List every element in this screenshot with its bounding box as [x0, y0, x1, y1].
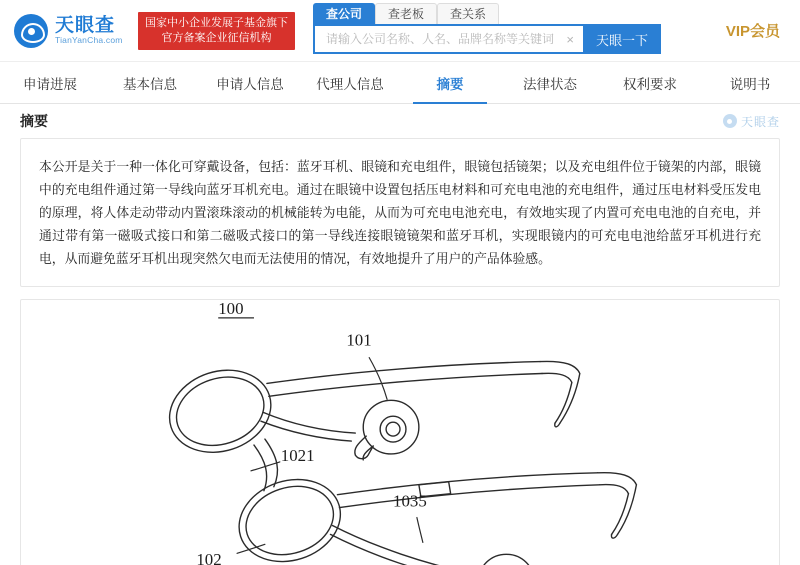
search-tab-company[interactable]: 查公司 [313, 3, 375, 24]
logo-text [55, 16, 123, 45]
patent-nav-tabs [0, 62, 800, 104]
watermark-eye-icon [723, 114, 737, 128]
search-row [313, 24, 661, 54]
site-logo[interactable] [14, 14, 132, 48]
logo-title-en: TianYanCha.com [55, 35, 123, 45]
search-input-wrapper [313, 24, 583, 54]
watermark [723, 113, 780, 130]
section-header [0, 104, 800, 138]
tab-agent-info[interactable]: 代理人信息 [316, 76, 384, 92]
fig-label-1021: 1021 [280, 445, 315, 465]
tab-legal-status[interactable]: 法律状态 [523, 76, 577, 92]
gov-badge-line-1: 国家中小企业发展子基金旗下 [145, 16, 288, 29]
fig-label-102: 102 [196, 550, 222, 565]
search-tab-relation[interactable]: 查关系 [437, 3, 499, 24]
tab-claims[interactable]: 权利要求 [623, 76, 677, 92]
watermark-text: 天眼查 [740, 114, 780, 129]
tab-description[interactable]: 说明书 [729, 76, 771, 92]
fig-label-101: 101 [346, 330, 372, 350]
tab-application-progress[interactable]: 申请进展 [23, 76, 77, 92]
gov-certification-badge [138, 12, 295, 50]
gov-badge-line-2: 官方备案企业征信机构 [161, 31, 272, 44]
tab-abstract[interactable]: 摘要 [400, 62, 500, 103]
search-input[interactable] [324, 31, 563, 47]
search-area [313, 0, 710, 61]
tab-applicant-info[interactable]: 申请人信息 [216, 76, 284, 92]
patent-drawing [21, 300, 779, 565]
abstract-text: 本公开是关于一种一体化可穿戴设备，包括：蓝牙耳机、眼镜和充电组件，眼镜包括镜架；以及充电组件位于镜架的内部，眼镜中的充电组件通过第一导线向蓝牙耳机充电。通过在眼镜中设置包括压电材料和可充电电池的充电组件，通过压电材料受压发电的原理，将人体走动带动内置滚珠滚动的机械能转为电能，从而为可充电电池充电，有效地实现了内置可充电电池的自充电，并通过带有第一磁吸式接口和第二磁吸式接口的第一导线连接眼镜镜架和蓝牙耳机，实现眼镜内的可充电电池给蓝牙耳机进行充电，从而避免蓝牙耳机出现突然欠电而无法使用的情况，有效地提升了用户的产品体验感。 [39, 159, 761, 266]
site-header [0, 0, 800, 62]
fig-label-100: 100 [218, 300, 244, 318]
page-title: 摘要 [20, 113, 48, 129]
abstract-card [20, 138, 780, 287]
clear-icon[interactable]: × [566, 31, 574, 47]
search-tab-boss[interactable]: 查老板 [375, 3, 437, 24]
patent-figure-card [20, 299, 780, 565]
tab-basic-info[interactable]: 基本信息 [123, 76, 177, 92]
search-tab-list [313, 4, 710, 24]
eye-logo-icon [14, 14, 48, 48]
vip-member-link[interactable]: VIP会员 [725, 23, 780, 40]
logo-title-cn: 天眼查 [55, 15, 116, 37]
search-button[interactable]: 天眼一下 [583, 24, 661, 54]
fig-label-1035: 1035 [393, 491, 427, 511]
main-content [0, 138, 800, 565]
